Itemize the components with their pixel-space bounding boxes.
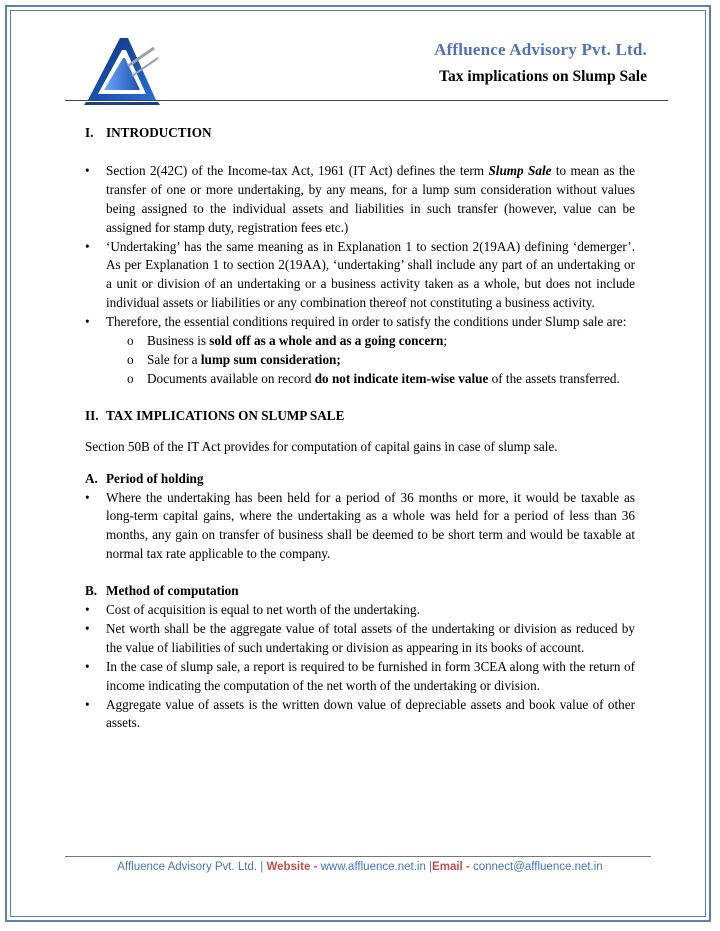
header-divider (65, 100, 668, 101)
list-item: o Business is sold off as a whole and as a going concern; (127, 332, 635, 351)
subheading-method-of-computation: B. Method of computation (85, 583, 239, 599)
list-item: • Net worth shall be the aggregate value of total assets of the undertaking or division as reduced by the value of liabilities of such undertaking or division as appearing in its books of account. (85, 620, 635, 658)
introduction-list (85, 162, 635, 389)
footer-website-label: Website - (266, 861, 321, 873)
footer-email-link[interactable]: connect@affluence.net.in (472, 861, 603, 873)
conditions-list (85, 332, 635, 389)
list-item: • In the case of slump sale, a report is required to be furnished in form 3CEA along with the return of income indicating the computation of the net worth of the undertaking or division. (85, 658, 635, 696)
list-item: • Where the undertaking has been held for a period of 36 months or more, it would be taxable as long-term capital gains, where the undertaking as a whole was held for a period of less than 36 months, any gain on transfer of business shall be deemed to be short term and would be taxable at normal tax rate applicable to the company. (85, 489, 635, 565)
list-item: • Cost of acquisition is equal to net worth of the undertaking. (85, 601, 635, 620)
company-logo (82, 36, 162, 106)
footer-divider (65, 856, 651, 857)
slump-sale-term: Slump Sale (488, 162, 552, 178)
method-of-computation-list (85, 601, 635, 733)
list-item: • Aggregate value of assets is the written down value of depreciable assets and book value of other assets. (85, 696, 635, 734)
section-heading-introduction: I. INTRODUCTION (85, 125, 212, 140)
document-body (85, 124, 635, 733)
section-intro: Section 50B of the IT Act provides for computation of capital gains in case of slump sale. (85, 438, 558, 454)
subheading-period-of-holding: A. Period of holding (85, 470, 204, 486)
page-footer: Affluence Advisory Pvt. Ltd. | Website - www.affluence.net.in |Email - connect@affluence.net.in (117, 861, 603, 873)
list-item: • Section 2(42C) of the Income-tax Act, 1961 (IT Act) defines the term Slump Sale to mean as the transfer of one or more undertaking, by any means, for a lump sum consideration without values being assigned to the individual assets and liabilities in such transfer (however, value can be assigned for stamp duty, registration fees etc.) (85, 162, 635, 238)
footer-company: Affluence Advisory Pvt. Ltd. (117, 861, 258, 873)
list-item: o Documents available on record do not indicate item-wise value of the assets transferred. (127, 370, 635, 389)
company-name: Affluence Advisory Pvt. Ltd. (434, 40, 647, 59)
period-of-holding-list (85, 489, 635, 565)
section-heading-tax-implications: II. TAX IMPLICATIONS ON SLUMP SALE (85, 407, 345, 423)
footer-email-label: Email - (432, 861, 473, 873)
list-item: o Sale for a lump sum consideration; (127, 351, 635, 370)
list-item: • Therefore, the essential conditions required in order to satisfy the conditions under Slump sale are: o Business is sold off as a whole and as a going concern; o Sale for a lump sum consideration; o Documents available on record do not indicate item-wise value of the assets transferred. (85, 313, 635, 389)
list-item: • ‘Undertaking’ has the same meaning as in Explanation 1 to section 2(19AA) defining ‘demerger’. As per Explanation 1 to section 2(19AA), ‘undertaking’ shall include any part of an undertaking or a unit or division of an undertaking or a business activity taken as a whole, but does not include individual assets or liabilities or any combination thereof not constituting a business activity. (85, 238, 635, 314)
document-title: Tax implications on Slump Sale (439, 68, 647, 85)
footer-website-link[interactable]: www.affluence.net.in (320, 861, 426, 873)
